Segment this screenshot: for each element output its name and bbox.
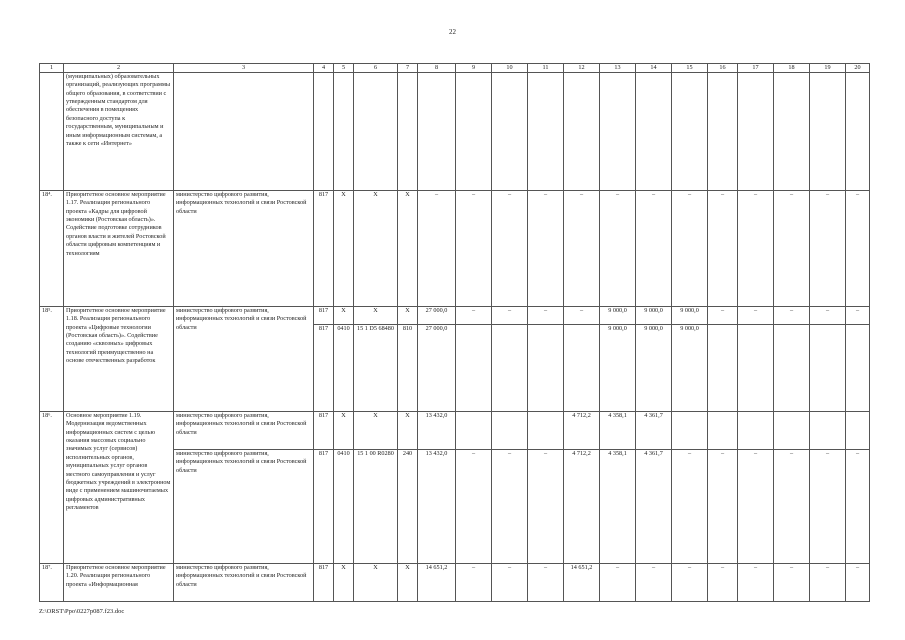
cell: 810 [398, 325, 418, 412]
col-header: 14 [636, 64, 672, 73]
file-path-footer: Z:\ORST\Ppo\0227p087.f23.doc [39, 608, 125, 615]
cell: 817 [314, 412, 334, 450]
cell: X [334, 564, 354, 602]
row-name: Основное мероприятие 1.19. Модернизация ведомственных информационных систем с целью оказания массовых социально значимых услуг (сервисов) исполнительных органов, муниципальных услуг органов местного самоуправления и услуг бюджетных учреждений в электронном виде с применением машиночитаемых цифровых административных регламентов [64, 412, 174, 564]
cell: – [774, 564, 810, 602]
cell: 13 432,0 [418, 412, 456, 450]
cell: – [564, 307, 600, 325]
cell [672, 412, 708, 450]
row-name: Приоритетное основное мероприятие 1.17. Реализация регионального проекта «Кадры для цифровой экономики (Ростовская область)». Содействие подготовке сотрудников органов власти и жителей Ростовской области цифровым компетенциям и технологиям [64, 191, 174, 307]
cell: X [354, 564, 398, 602]
table-row [40, 412, 870, 450]
cell [456, 412, 492, 450]
col-header: 19 [810, 64, 846, 73]
cell: X [354, 191, 398, 307]
cell: 4 361,7 [636, 412, 672, 450]
cell: X [354, 412, 398, 450]
cell: – [738, 564, 774, 602]
cell: – [492, 564, 528, 602]
budget-table [39, 63, 870, 602]
cell: 27 000,0 [418, 307, 456, 325]
row-id: 18⁶. [40, 412, 64, 564]
cell [528, 412, 564, 450]
cell: 13 432,0 [418, 450, 456, 564]
cell: 4 712,2 [564, 450, 600, 564]
cell: – [738, 191, 774, 307]
cell: 9 000,0 [672, 325, 708, 412]
col-header: 10 [492, 64, 528, 73]
cell: – [600, 564, 636, 602]
cell: – [672, 450, 708, 564]
row-name: Приоритетное основное мероприятие 1.18. Реализация регионального проекта «Цифровые технологии (Ростовская область)». Содействие созданию «сквозных» цифровых технологий преимущественно на основе отечественных разработок [64, 307, 174, 412]
cell: 817 [314, 325, 334, 412]
header-row [40, 64, 870, 73]
col-header: 6 [354, 64, 398, 73]
cell: – [846, 564, 870, 602]
cell: – [708, 450, 738, 564]
cell: – [418, 191, 456, 307]
cell [492, 412, 528, 450]
cell: 0410 [334, 450, 354, 564]
cell [846, 412, 870, 450]
table-row [40, 564, 870, 602]
table-row [40, 73, 870, 191]
cell: 9 000,0 [600, 307, 636, 325]
row-ministry [174, 73, 314, 191]
col-header: 8 [418, 64, 456, 73]
col-header: 16 [708, 64, 738, 73]
row-id: 18⁴. [40, 191, 64, 307]
cell: – [600, 191, 636, 307]
cell: – [492, 450, 528, 564]
cell: – [708, 191, 738, 307]
cell: 27 000,0 [418, 325, 456, 412]
col-header: 1 [40, 64, 64, 73]
row-id: 18⁵. [40, 307, 64, 412]
cell: – [738, 307, 774, 325]
cell: X [398, 307, 418, 325]
cell [492, 325, 528, 412]
cell: X [334, 191, 354, 307]
cell: – [708, 307, 738, 325]
col-header: 9 [456, 64, 492, 73]
cell [810, 412, 846, 450]
row-ministry: министерство цифрового развития, информационных технологий и связи Ростовской области [174, 307, 314, 412]
cell: 9 000,0 [672, 307, 708, 325]
cell: 9 000,0 [600, 325, 636, 412]
cell: – [810, 191, 846, 307]
col-header: 13 [600, 64, 636, 73]
cell: – [636, 564, 672, 602]
cell: – [846, 307, 870, 325]
cell: – [456, 450, 492, 564]
cell [708, 412, 738, 450]
cell: 14 651,2 [564, 564, 600, 602]
cell: 0410 [334, 325, 354, 412]
cell: – [456, 307, 492, 325]
cell: – [528, 307, 564, 325]
cell: – [564, 191, 600, 307]
col-header: 3 [174, 64, 314, 73]
row-name: (муниципальных) образовательных организаций, реализующих программы общего образования, в соответствии с утвержденным стандартом для обеспечения в помещениях безопасного доступа к государственным, муниципальным и иным информационным системам, а также к сети «Интернет» [64, 73, 174, 191]
row-ministry: министерство цифрового развития, информационных технологий и связи Ростовской области [174, 450, 314, 564]
cell: – [672, 191, 708, 307]
cell: 4 358,1 [600, 450, 636, 564]
cell: 4 712,2 [564, 412, 600, 450]
cell: – [738, 450, 774, 564]
cell: – [456, 191, 492, 307]
col-header: 2 [64, 64, 174, 73]
col-header: 15 [672, 64, 708, 73]
col-header: 18 [774, 64, 810, 73]
col-header: 20 [846, 64, 870, 73]
table-row [40, 307, 870, 325]
cell: – [846, 450, 870, 564]
cell [810, 325, 846, 412]
col-header: 4 [314, 64, 334, 73]
cell [456, 325, 492, 412]
col-header: 17 [738, 64, 774, 73]
cell: 4 358,1 [600, 412, 636, 450]
cell: 9 000,0 [636, 307, 672, 325]
row-ministry: министерство цифрового развития, информационных технологий и связи Ростовской области [174, 564, 314, 602]
cell: – [456, 564, 492, 602]
cell [528, 325, 564, 412]
col-header: 7 [398, 64, 418, 73]
row-ministry: министерство цифрового развития, информационных технологий и связи Ростовской области [174, 191, 314, 307]
cell: – [774, 307, 810, 325]
cell: X [398, 412, 418, 450]
col-header: 11 [528, 64, 564, 73]
cell: X [334, 307, 354, 325]
cell [738, 325, 774, 412]
cell: – [528, 191, 564, 307]
cell: 240 [398, 450, 418, 564]
cell: 817 [314, 307, 334, 325]
cell: X [398, 191, 418, 307]
cell: – [636, 191, 672, 307]
col-header: 5 [334, 64, 354, 73]
cell [564, 325, 600, 412]
cell [774, 412, 810, 450]
page-number: 22 [449, 28, 456, 36]
cell: 14 651,2 [418, 564, 456, 602]
cell: 4 361,7 [636, 450, 672, 564]
cell [738, 412, 774, 450]
cell: – [810, 307, 846, 325]
cell: – [708, 564, 738, 602]
cell: X [334, 412, 354, 450]
cell: – [492, 307, 528, 325]
cell: – [810, 450, 846, 564]
cell [846, 325, 870, 412]
row-id: 18⁷. [40, 564, 64, 602]
cell: 15 1 00 R0280 [354, 450, 398, 564]
cell: 817 [314, 191, 334, 307]
cell: 817 [314, 564, 334, 602]
row-ministry: министерство цифрового развития, информационных технологий и связи Ростовской области [174, 412, 314, 450]
col-header: 12 [564, 64, 600, 73]
table-row [40, 191, 870, 307]
row-id [40, 73, 64, 191]
cell: 9 000,0 [636, 325, 672, 412]
cell: – [810, 564, 846, 602]
cell: – [528, 450, 564, 564]
cell [774, 325, 810, 412]
cell: X [398, 564, 418, 602]
row-name: Приоритетное основное мероприятие 1.20. Реализация регионального проекта «Информационная [64, 564, 174, 602]
cell: – [528, 564, 564, 602]
cell: – [672, 564, 708, 602]
cell: – [774, 191, 810, 307]
cell: – [774, 450, 810, 564]
cell: 15 1 D5 68480 [354, 325, 398, 412]
cell: – [846, 191, 870, 307]
cell: 817 [314, 450, 334, 564]
cell: X [354, 307, 398, 325]
cell: – [492, 191, 528, 307]
cell [708, 325, 738, 412]
